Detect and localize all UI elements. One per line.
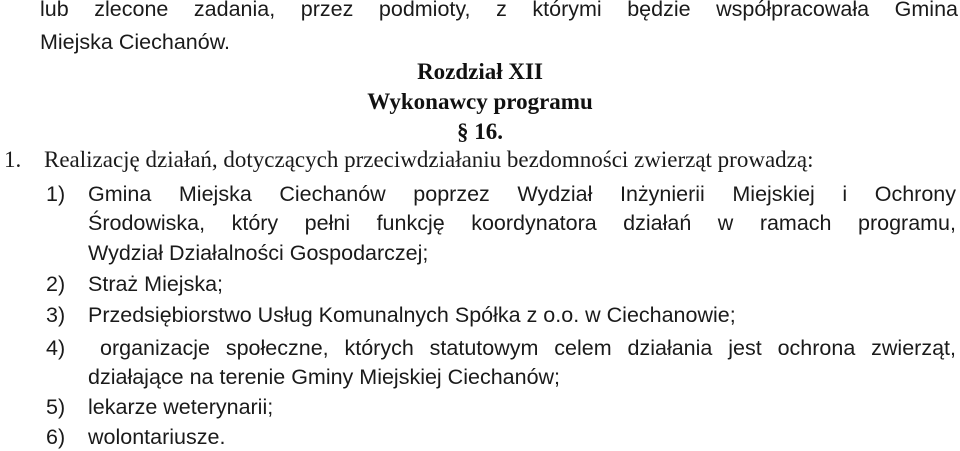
section-number: 1. xyxy=(4,147,22,172)
item-3-number: 3) xyxy=(46,303,66,327)
item-3-line-1: Przedsiębiorstwo Usług Komunalnych Spółka z o.o. w Ciechanowie; xyxy=(88,303,736,327)
intro-line-2: Miejska Ciechanów. xyxy=(40,30,231,54)
item-1-line-3: Wydział Działalności Gospodarczej; xyxy=(88,241,429,265)
item-5-line-1: lekarze weterynarii; xyxy=(88,395,274,419)
item-6-line-1: wolontariusze. xyxy=(88,425,226,449)
chapter-subtitle: Wykonawcy programu xyxy=(367,89,593,114)
item-5-number: 5) xyxy=(46,395,66,419)
item-1-line-1: Gmina Miejska Ciechanów poprzez Wydział Inżynierii Miejskiej i Ochrony xyxy=(88,182,956,206)
item-6-number: 6) xyxy=(46,425,66,449)
item-1-line-2: Środowiska, który pełni funkcję koordynatora działań w ramach programu, xyxy=(88,211,956,235)
item-4-line-2: działające na terenie Gminy Miejskiej Ciechanów; xyxy=(88,365,561,389)
item-2-number: 2) xyxy=(46,272,66,296)
item-1-number: 1) xyxy=(46,182,66,206)
intro-line-1: lub zlecone zadania, przez podmioty, z którymi będzie współpracowała Gmina xyxy=(40,0,958,21)
item-4-number: 4) xyxy=(46,336,66,360)
section-lead: Realizację działań, dotyczących przeciwdziałaniu bezdomności zwierząt prowadzą: xyxy=(44,147,814,172)
paragraph-number: § 16. xyxy=(457,119,503,144)
item-2-line-1: Straż Miejska; xyxy=(88,272,224,296)
chapter-title: Rozdział XII xyxy=(417,59,543,84)
item-4-line-1: organizacje społeczne, których statutowym celem działania jest ochrona zwierząt, xyxy=(100,336,956,360)
